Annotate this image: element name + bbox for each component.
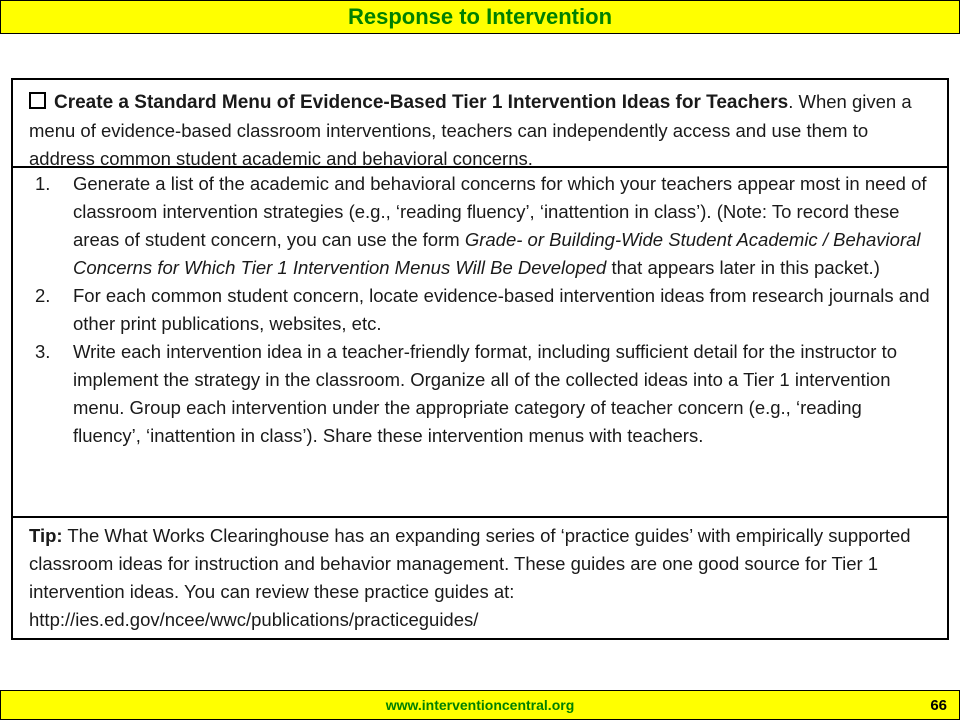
footer-url[interactable]: www.interventioncentral.org [385,697,575,713]
intro-cell [13,80,947,169]
intro-period: . [788,91,794,112]
tip-cell [13,516,947,638]
list-item [29,338,933,450]
step-text [73,170,933,282]
step-text: Write each intervention idea in a teacher-friendly format, including sufficient detail for the instructor to implement the strategy in the classroom. Organize all of the collected ideas into a Tier 1 intervention menu. Group each intervention under the appropriate category of teacher concern (e.g., ‘reading fluency’, ‘inattention in class’). Share these intervention menus with teachers. [73,341,898,446]
step-text-part: Generate a list of the academic and behavioral concerns for which your teachers appear most in need of classroom intervention strategies (e.g., ‘reading fluency’, ‘inattention in class’). (Note: To record these areas of student concern, you can use the form [73,173,927,250]
steps-list [29,170,933,450]
intro-title: Create a Standard Menu of Evidence-Based Tier 1 Intervention Ideas for Teachers [54,92,789,113]
checkbox-icon [29,92,46,109]
tip-label: Tip: [29,525,63,546]
step-number: 2. [35,285,51,306]
form-title: Grade- or Building-Wide Student Academic / Behavioral Concerns for Which Tier 1 Intervention Menus Will Be Developed [73,229,921,278]
intro-text: When given a menu of evidence-based classroom interventions, teachers can independently access and use them to address common student academic and behavioral concerns. [29,91,912,169]
list-item [29,282,933,338]
list-item [29,170,933,282]
steps-cell [13,166,947,516]
step-number: 3. [35,341,51,362]
step-text: For each common student concern, locate evidence-based intervention ideas from research journals and other print publications, websites, etc. [73,285,930,334]
page-number: 66 [930,697,947,714]
header-banner [0,0,960,34]
content-table [11,78,949,640]
step-number: 1. [35,173,51,194]
page-title: Response to Intervention [347,4,613,29]
step-text-part: that appears later in this packet.) [606,257,880,278]
footer-banner [0,690,960,720]
tip-text: The What Works Clearinghouse has an expanding series of ‘practice guides’ with empirically supported classroom ideas for instruction and behavior management. These guides are one good source for Tier 1 intervention ideas. You can review these practice guides at: http://ies.ed.gov/ncee/wwc/publications/practiceguides/ [29,525,911,630]
